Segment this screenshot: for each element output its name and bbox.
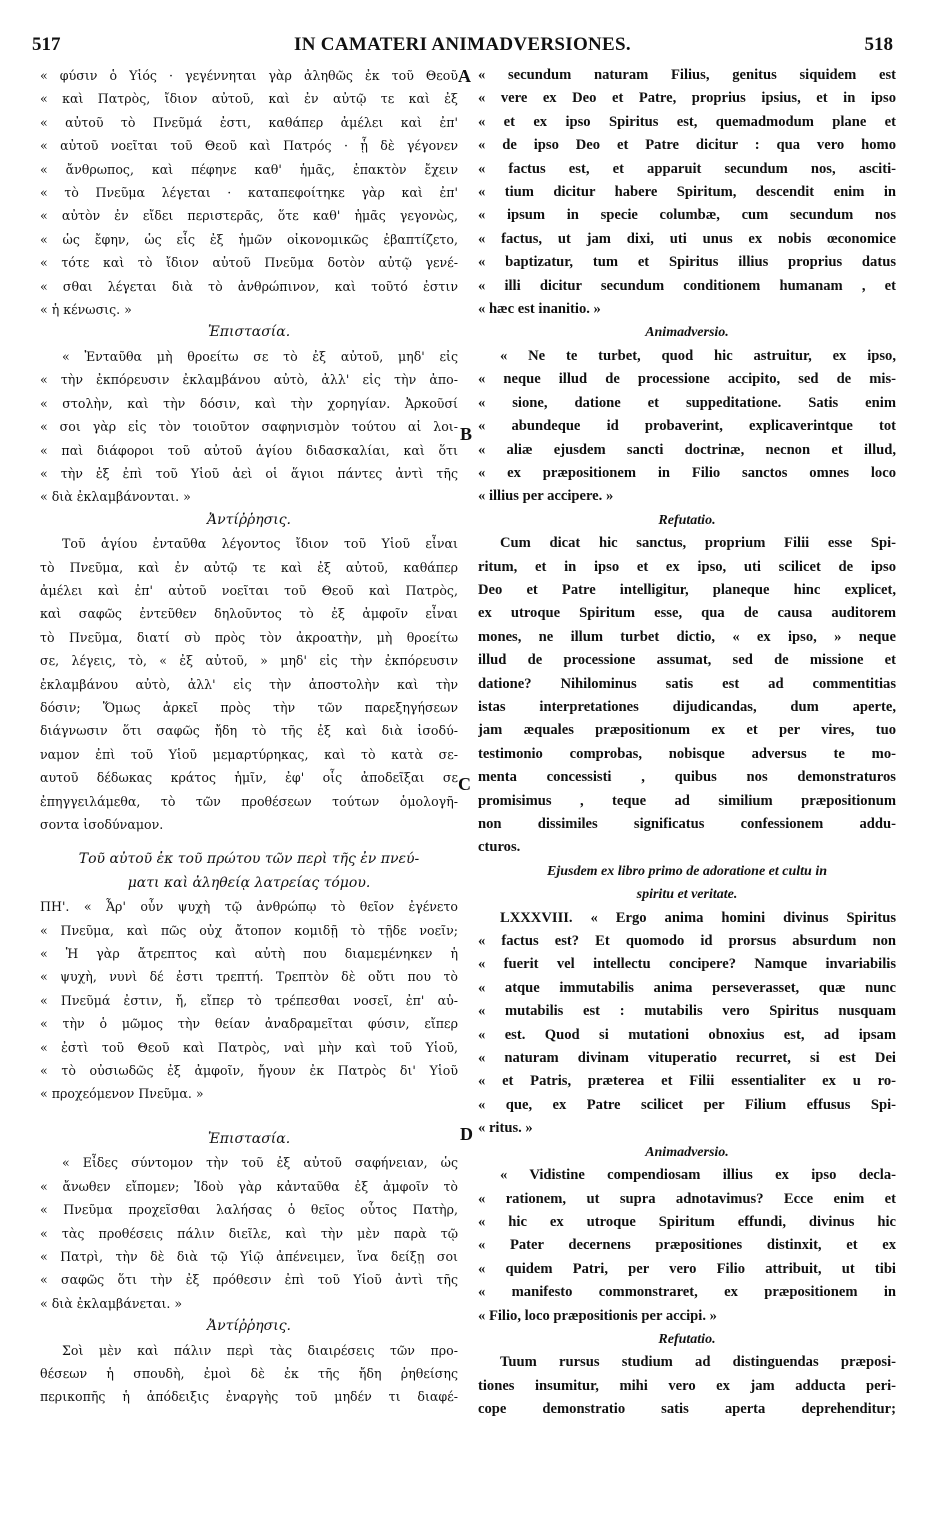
greek-line: ἀμέλει καὶ ἐπ' αὐτοῦ νοεῖται τοῦ Θεοῦ καὶ Πατρὸς, — [40, 582, 458, 598]
greek-heading: Ἐπιστασία. — [207, 324, 291, 341]
latin-line: « ipsum in specie columbæ, cum secundum nos — [478, 207, 896, 224]
greek-line: ναμον ἐπὶ τοῦ Υἱοῦ μεμαρτύρηκας, καὶ τὸ κατὰ σε- — [40, 746, 458, 762]
page-number-right: 518 — [864, 34, 893, 55]
latin-heading: Animadversio. — [645, 1144, 729, 1160]
greek-line: σοντα ἰσοδύναμον. — [40, 817, 164, 832]
greek-line: « ἄνωθεν εἴπομεν; Ἰδοὺ γὰρ κἀνταῦθα ἐξ ἀμφοῖν τὸ — [40, 1178, 458, 1194]
latin-line: datione? Nihilominus satis est ad commentitias — [478, 675, 896, 692]
latin-line: « hæc est inanitio. » — [478, 301, 601, 318]
latin-line: « Pater decernens præpositiones distinxit, et ex — [478, 1237, 896, 1254]
greek-line: « ἄνθρωπος, καὶ πέφηνε καθ' ἡμᾶς, ἐπακτὸν ἔχειν — [40, 161, 458, 177]
greek-line: « Πατρὶ, τὴν δὲ διὰ τῷ Υἱῷ ἀπένειμεν, ἵνα δείξῃ σοι — [40, 1248, 458, 1264]
greek-line: αυτοῦ δέδωκας κράτος ἡμῖν, ἐφ' οἷς ἀποδεῖξαι σε — [40, 770, 458, 786]
greek-column — [40, 64, 458, 1530]
greek-heading: Ἀντίῤῥησις. — [206, 511, 292, 528]
greek-section-title: ματι καὶ ἀληθείᾳ λατρείας τόμου. — [127, 874, 371, 891]
latin-line: Tuum rursus studium ad distinguendas præposi- — [500, 1354, 896, 1371]
latin-line: « naturam divinam vituperatio recurret, si est Dei — [478, 1050, 896, 1067]
latin-line: « illi dicitur secundum conditionem humanam , et — [478, 277, 896, 294]
page-number-left: 517 — [32, 34, 61, 55]
latin-line: « vere ex Deo et Patre, proprius ipsius, et in ipso — [478, 90, 896, 107]
greek-line: « τὴν ἐξ ἐπὶ τοῦ Υἱοῦ ἀεὶ οἱ ἅγιοι πάντες ἀντὶ τῆς — [40, 465, 458, 481]
latin-line: « mutabilis est : mutabilis vero Spiritus nusquam — [478, 1003, 896, 1020]
latin-line: « manifesto commonstraret, ex præpositionem in — [478, 1284, 896, 1301]
latin-heading: Animadversio. — [645, 325, 729, 341]
latin-line: « Vidistine compendiosam illius ex ipso decla- — [500, 1167, 896, 1184]
latin-line: « rationem, ut supra adnotavimus? Ecce enim et — [478, 1190, 896, 1207]
greek-line: « τὴν ὁ μῶμος τὴν θείαν ἀναδραμεῖται φύσιν, εἴπερ — [40, 1016, 458, 1032]
greek-line: « καὶ Πατρὸς, ἴδιον αὐτοῦ, καὶ ἐν αὐτῷ τε καὶ ἐξ — [40, 91, 458, 107]
latin-line: « aliæ ejusdem sancti doctrinæ, necnon et illud, — [478, 441, 896, 458]
greek-line: « τὴν ἐκπόρευσιν ἐκλαμβάνου αὐτὸ, ἀλλ' εἰς τὴν ἀπο- — [40, 372, 458, 388]
latin-line: « ritus. » — [478, 1120, 533, 1137]
greek-line: « τότε καὶ τὸ ἴδιον αὐτοῦ Πνεῦμα δοτὸν αὐτῷ γενέ- — [40, 255, 458, 271]
greek-line: τὸ Πνεῦμα, διατί σὺ πρὸς τὸν ἀκροατὴν, μὴ θροείτω — [40, 629, 458, 645]
greek-line: « παὶ διάφοροι τοῦ αὐτοῦ ἁγίου διδασκαλίαι, καὶ ὅτι — [40, 442, 458, 458]
latin-line: « est. Quod si mutationi obnoxius est, ad ipsam — [478, 1026, 896, 1043]
latin-line: Cum dicat hic sanctus, proprium Filii esse Spi- — [500, 535, 896, 552]
greek-line: ἐκλαμβάνου αὐτὸ, ἀλλ' εἰς τὴν ἀποστολὴν καὶ τὴν — [40, 676, 458, 692]
greek-line: διάγνωσιν ὅτι σαφῶς ἤδη τὸ τῆς ἐξ καὶ διὰ ἰσοδύ- — [40, 723, 458, 739]
greek-line: « αὐτοῦ τὸ Πνεῦμά ἐστι, καθάπερ ἀμέλει καὶ ἐπ' — [40, 114, 458, 130]
greek-line: « στολὴν, καὶ τὴν δόσιν, καὶ τὴν χορηγίαν. Ἀρκοῦσί — [40, 395, 458, 411]
latin-heading: Refutatio. — [658, 1331, 716, 1347]
margin-letter-d: D — [460, 1124, 473, 1144]
greek-line: « ἡ κένωσις. » — [40, 302, 132, 318]
greek-line: « Πνεῦμα προχεῖσθαι λαλήσας ὁ θεῖος οὗτος Πατὴρ, — [40, 1202, 458, 1218]
latin-line: « sione, datione et suppeditatione. Satis enim — [478, 394, 896, 411]
latin-line: cope demonstratio satis aperta deprehenditur; — [478, 1401, 896, 1418]
latin-line: istas interpretationes dijudicandas, dum aperte, — [478, 698, 896, 715]
latin-line: testimonio comprobas, nobisque adversus te mo- — [478, 745, 896, 762]
latin-line: menta concessisti , quibus nos demonstraturos — [478, 769, 896, 786]
greek-line: « αὐτὸν ἐν εἴδει περιστερᾶς, ὅτε καθ' ἡμᾶς γεγονὼς, — [40, 208, 458, 224]
latin-section-title: Ejusdem ex libro primo de adoratione et cultu in — [546, 863, 828, 879]
greek-line: Τοῦ ἁγίου ἐνταῦθα λέγοντος ἴδιον τοῦ Υἱοῦ εἶναι — [62, 536, 458, 552]
greek-line: σε, λέγεις, τὸ, « ἐξ αὐτοῦ, » μηδ' εἰς τὴν ἐκπόρευσιν — [40, 653, 458, 669]
latin-line: illud de processione assumat, sed de missione et — [478, 652, 896, 669]
running-title: IN CAMATERI ANIMADVERSIONES. — [294, 34, 631, 55]
greek-line: ΠΗ'. « Ἆρ' οὖν ψυχὴ τῷ ἀνθρώπῳ τὸ θεῖον ἐγένετο — [40, 899, 458, 915]
latin-line: promisimus , teque ad similium præpositionum — [478, 792, 896, 809]
latin-line: ex utroque Spiritum esse, qua de causa auditorem — [478, 605, 896, 622]
greek-line: « Εἶδες σύντομον τὴν τοῦ ἐξ αὐτοῦ σαφήνειαν, ὡς — [62, 1155, 458, 1171]
greek-line: « τὰς προθέσεις πάλιν διεῖλε, καὶ τὴν μὲν παρὰ τῷ — [40, 1225, 458, 1241]
latin-line: « de ipso Deo et Patre dicitur : qua vero homo — [478, 137, 896, 154]
latin-section-title: spiritu et veritate. — [636, 887, 738, 903]
greek-line: θέσεων ἡ σπουδὴ, ἐμοὶ δὲ ἐκ τῆς ἤδη ῥηθείσης — [40, 1365, 458, 1381]
latin-line: « abundeque id probaverint, explicaverintque tot — [478, 418, 896, 435]
greek-line: « ἐστὶ τοῦ Θεοῦ καὶ Πατρὸς, ναὶ μὴν καὶ τοῦ Υἱοῦ, — [40, 1039, 458, 1055]
greek-heading: Ἐπιστασία. — [207, 1130, 291, 1147]
greek-line: « ὡς ἔφην, ὡς εἷς ἐξ ἡμῶν οἰκονομικῶς ἐβαπτίζετο, — [40, 231, 458, 247]
greek-line: περικοπῆς ἡ ἀπόδειξις ἐναργὴς τοῦ μηδέν τι διαφέ- — [40, 1389, 458, 1405]
latin-line: « factus est, et apparuit secundum nos, asciti- — [478, 160, 896, 177]
latin-line: cturos. — [478, 839, 521, 856]
greek-line: « αὐτοῦ νοεῖται τοῦ Θεοῦ καὶ Πατρός · ᾗ δὲ γέγονεν — [40, 138, 458, 154]
greek-line: ἐπηγγειλάμεθα, τὸ τῶν προθέσεων τούτων ὁμολογῆ- — [40, 793, 458, 809]
latin-line: jam æquales præpositionum ex et per vires, tuo — [478, 722, 896, 739]
latin-line: « secundum naturam Filius, genitus siquidem est — [478, 67, 896, 83]
greek-line: « Ἐνταῦθα μὴ θροείτω σε τὸ ἐξ αὐτοῦ, μηδ' εἰς — [62, 348, 458, 364]
latin-line: non dissimiles significatus confessionem addu- — [478, 816, 896, 832]
greek-line: « Πνεῦμά ἐστιν, ἤ, εἴπερ τὸ τρέπεσθαι νοσεῖ, ἐπ' αὐ- — [40, 992, 458, 1008]
greek-line: Σοὶ μὲν καὶ πάλιν περὶ τὰς διαιρέσεις τῶν προ- — [62, 1342, 458, 1358]
latin-line: « Ne te turbet, quod hic astruitur, ex ipso, — [500, 347, 896, 364]
latin-line: « baptizatur, tum et Spiritus illius proprius datus — [478, 254, 896, 271]
greek-line: τὸ Πνεῦμα, καὶ ἐν αὐτῷ τε καὶ ἐξ αὐτοῦ, καθάπερ — [40, 559, 458, 575]
latin-line: « ex præpositionem in Filio sanctos omnes loco — [478, 464, 896, 481]
latin-line: « factus, ut jam dixi, uti unus ex nobis œconomice — [478, 230, 896, 247]
latin-line: « et ex ipso Spiritus est, quemadmodum plane et — [478, 113, 896, 130]
greek-line: δόσιν; Ὅμως ἀρκεῖ πρὸς τὴν τῶν παρεξηγήσεων — [40, 699, 458, 715]
margin-letter-b: B — [460, 424, 473, 444]
greek-line: « ψυχὴ, νυνὶ δέ ἐστι τρεπτή. Τρεπτὸν δὲ οὔτι που τὸ — [40, 969, 458, 985]
margin-letter-c: C — [458, 774, 471, 794]
latin-line: « illius per accipere. » — [478, 488, 614, 505]
greek-line: « Ἡ γὰρ ἄτρεπτος καὶ αὐτὴ που διαμεμένηκεν ἡ — [40, 946, 458, 962]
greek-line: καὶ σαφῶς ἐντεῦθεν δηλοῦντος τὸ ἐξ ἀμφοῖν εἶναι — [40, 606, 458, 622]
greek-line: « φύσιν ὁ Υἱός · γεγέννηται γὰρ ἀληθῶς ἐκ τοῦ Θεοῦ — [40, 68, 458, 83]
greek-line: « Πνεῦμα, καὶ πῶς οὐχ ἄτοπον κομιδῇ τὸ τῇδε νοεῖν; — [40, 922, 458, 938]
page-header — [32, 34, 893, 58]
latin-line: « atque immutabilis anima perseverasset, quæ nunc — [478, 979, 896, 996]
margin-letter-a: A — [458, 66, 471, 86]
latin-line: « tium dicitur habere Spiritum, descendit enim in — [478, 184, 896, 201]
latin-heading: Refutatio. — [658, 512, 716, 528]
latin-column — [478, 64, 896, 1530]
greek-section-title: Τοῦ αὐτοῦ ἐκ τοῦ πρώτου τῶν περὶ τῆς ἐν πνεύ- — [78, 851, 420, 868]
latin-line: « factus est? Et quomodo id prorsus absurdum non — [478, 933, 896, 950]
greek-line: « διὰ ἐκλαμβάνονται. » — [40, 489, 191, 505]
greek-line: « σοι γὰρ εἰς τὸν τοιοῦτον σαφηνισμὸν τούτου αἱ λοι- — [40, 419, 458, 435]
latin-line: LXXXVIII. « Ergo anima homini divinus Spiritus — [500, 909, 896, 926]
greek-line: « σαφῶς ὅτι τὴν ἐξ πρόθεσιν ἐπὶ τοῦ Υἱοῦ ἀντὶ τῆς — [40, 1272, 458, 1288]
greek-heading: Ἀντίῤῥησις. — [206, 1318, 292, 1335]
latin-line: tiones insumitur, mihi vero ex jam adducta peri- — [478, 1377, 896, 1394]
greek-line: « διὰ ἐκλαμβάνεται. » — [40, 1295, 183, 1311]
greek-line: « τὸ Πνεῦμα λέγεται · καταπεφοίτηκε γὰρ καὶ ἐπ' — [40, 185, 458, 201]
latin-line: « et Patris, præterea et Filii essentialiter ex u ro- — [478, 1073, 896, 1090]
latin-line: « fuerit vel intellectu concipere? Namque invariabilis — [478, 956, 896, 973]
latin-line: « Filio, loco præpositionis per accipi. » — [478, 1307, 717, 1324]
greek-line: « προχεόμενον Πνεῦμα. » — [40, 1086, 204, 1102]
latin-line: ritum, et in ipso et ex ipso, uti scilicet de ipso — [478, 558, 896, 575]
latin-line: « neque illud de processione accipito, sed de mis- — [478, 371, 896, 388]
greek-line: « σθαι λέγεται διὰ τὸ ἀνθρώπινον, καὶ τοῦτό ἐστιν — [40, 278, 458, 294]
latin-line: mones, ne illum turbet dictio, « ex ipso, » neque — [478, 628, 896, 645]
latin-line: « hic ex utroque Spiritum effundi, divinus hic — [478, 1213, 896, 1230]
greek-line: « τὸ οὐσιωδῶς ἐξ ἀμφοῖν, ἤγουν ἐκ Πατρὸς δι' Υἱοῦ — [40, 1063, 458, 1079]
latin-line: « quidem Patri, per vero Filio attribuit, ut tibi — [478, 1260, 896, 1277]
latin-line: Deo et Patre intelligitur, planeque hinc explicet, — [478, 581, 896, 598]
latin-line: « que, ex Patre scilicet per Filium effusus Spi- — [478, 1096, 896, 1113]
